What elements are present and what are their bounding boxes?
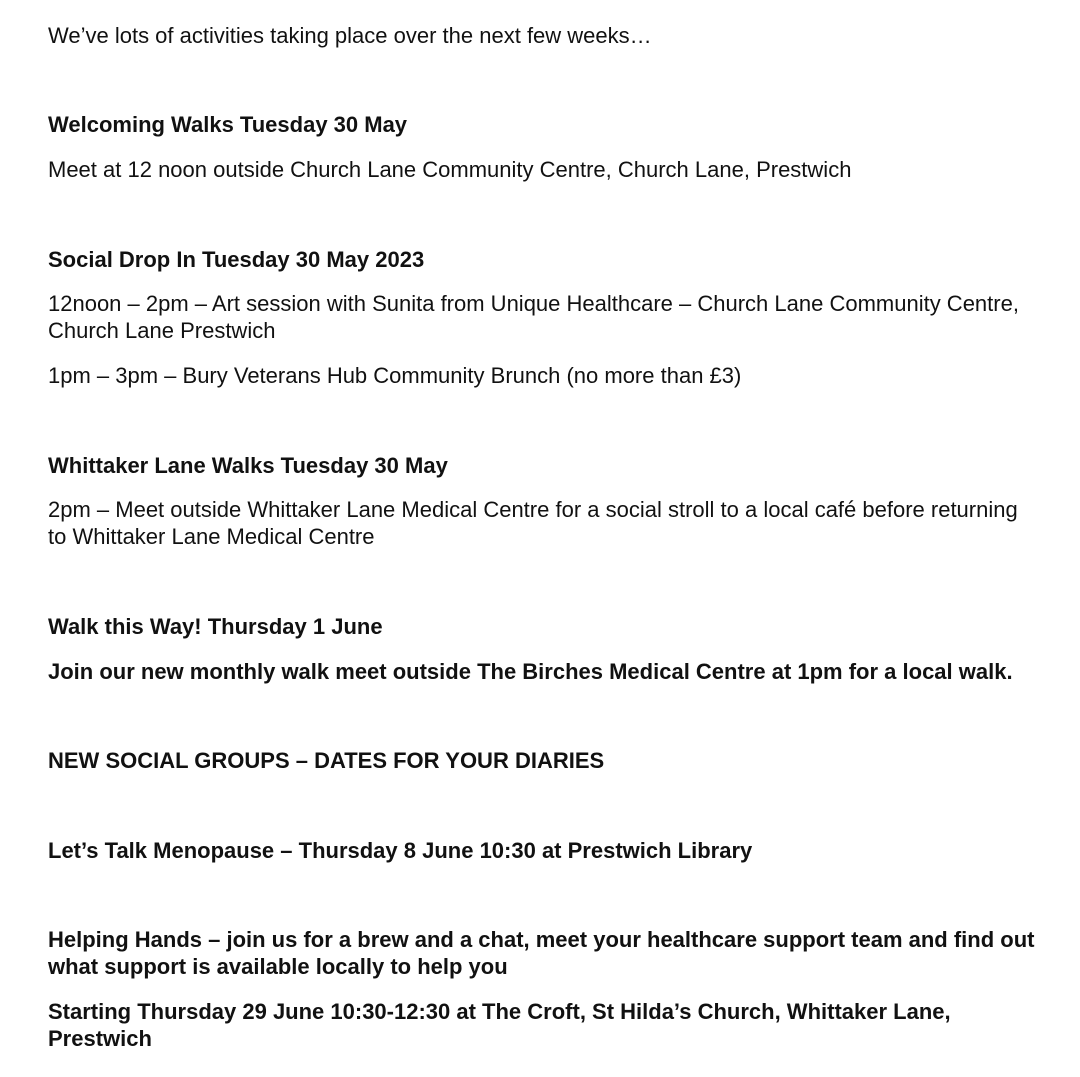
section-heading-welcoming-walks: Welcoming Walks Tuesday 30 May	[48, 112, 408, 137]
section-heading-whittaker-lane-walks: Whittaker Lane Walks Tuesday 30 May	[48, 453, 448, 478]
section-heading-walk-this-way: Walk this Way! Thursday 1 June	[48, 614, 383, 639]
section-text-walk-this-way: Join our new monthly walk meet outside The Birches Medical Centre at 1pm for a local walk.	[48, 659, 1013, 684]
helping-hands-starting-text: Starting Thursday 29 June 10:30-12:30 at The Croft, St Hilda’s Church, Whittaker Lane, Prestwich	[48, 999, 951, 1051]
section-heading-social-drop-in: Social Drop In Tuesday 30 May 2023	[48, 247, 425, 272]
intro-text: We’ve lots of activities taking place over the next few weeks…	[48, 23, 652, 48]
section-text-welcoming-walks: Meet at 12 noon outside Church Lane Community Centre, Church Lane, Prestwich	[48, 157, 852, 182]
section-text-art-session: 12noon – 2pm – Art session with Sunita from Unique Healthcare – Church Lane Community Centre, Church Lane Prestwich	[48, 291, 1019, 343]
social-groups-heading: NEW SOCIAL GROUPS – DATES FOR YOUR DIARIES	[48, 748, 605, 773]
helping-hands-text: Helping Hands – join us for a brew and a chat, meet your healthcare support team and find out what support is available locally to help you	[48, 927, 1035, 979]
menopause-group-text: Let’s Talk Menopause – Thursday 8 June 10:30 at Prestwich Library	[48, 838, 753, 863]
section-text-veterans-brunch: 1pm – 3pm – Bury Veterans Hub Community Brunch (no more than £3)	[48, 363, 742, 388]
section-text-whittaker-lane-walks: 2pm – Meet outside Whittaker Lane Medical Centre for a social stroll to a local café before returning to Whittaker Lane Medical Centre	[48, 497, 1018, 549]
